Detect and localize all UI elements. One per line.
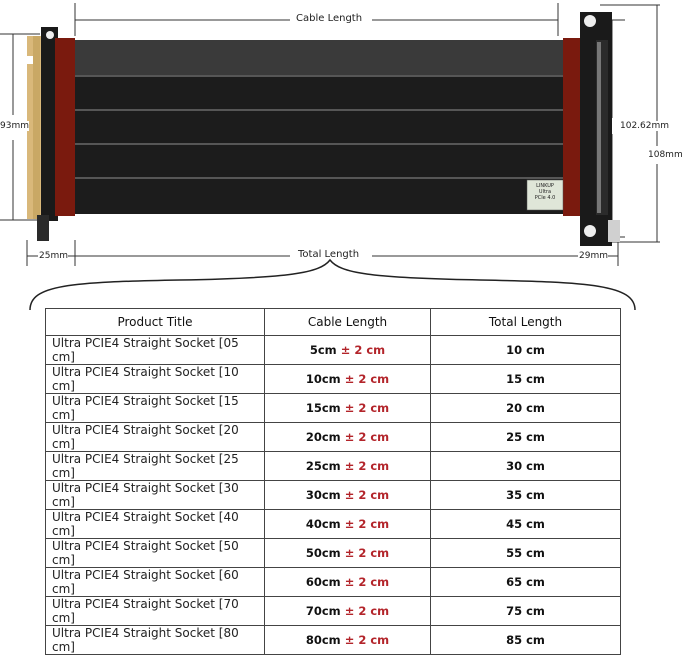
table-row <box>46 597 621 626</box>
row-total-length: 85 cm <box>431 626 621 655</box>
row-total-length: 30 cm <box>431 452 621 481</box>
cable-length-value: 40cm <box>305 517 341 531</box>
tolerance-value: ± 2 cm <box>344 604 390 618</box>
row-total-length: 55 cm <box>431 539 621 568</box>
tolerance-value: ± 2 cm <box>344 401 390 415</box>
header-total-length: Total Length <box>431 309 621 336</box>
tolerance-value: ± 2 cm <box>344 517 390 531</box>
tolerance-value: ± 2 cm <box>344 459 390 473</box>
row-total-length: 20 cm <box>431 394 621 423</box>
row-product-title: Ultra PCIE4 Straight Socket [20 cm] <box>46 423 265 452</box>
table-row <box>46 568 621 597</box>
tolerance-value: ± 2 cm <box>344 488 390 502</box>
table-row <box>46 423 621 452</box>
row-product-title: Ultra PCIE4 Straight Socket [25 cm] <box>46 452 265 481</box>
row-product-title: Ultra PCIE4 Straight Socket [50 cm] <box>46 539 265 568</box>
row-product-title: Ultra PCIE4 Straight Socket [10 cm] <box>46 365 265 394</box>
total-height-label: 108mm <box>648 150 683 160</box>
pcb-label-spec: PCIe 4.0 <box>534 195 556 201</box>
cable-length-value: 25cm <box>305 459 341 473</box>
cable-length-label: Cable Length <box>293 13 365 24</box>
pcb-label <box>531 183 559 201</box>
row-cable-length <box>265 481 431 510</box>
row-product-title: Ultra PCIE4 Straight Socket [80 cm] <box>46 626 265 655</box>
brace-icon <box>0 255 679 315</box>
pcb-label-brand: LINKUP <box>536 183 554 189</box>
cable-length-value: 10cm <box>305 372 341 386</box>
row-cable-length <box>265 597 431 626</box>
tolerance-value: ± 2 cm <box>344 633 390 647</box>
table-header-row <box>46 309 621 336</box>
row-cable-length <box>265 423 431 452</box>
row-product-title: Ultra PCIE4 Straight Socket [70 cm] <box>46 597 265 626</box>
table-row <box>46 539 621 568</box>
table-row <box>46 626 621 655</box>
cable-length-value: 70cm <box>305 604 341 618</box>
length-table <box>45 308 621 655</box>
cable-length-value: 60cm <box>305 575 341 589</box>
row-product-title: Ultra PCIE4 Straight Socket [60 cm] <box>46 568 265 597</box>
row-cable-length <box>265 394 431 423</box>
row-product-title: Ultra PCIE4 Straight Socket [40 cm] <box>46 510 265 539</box>
left-width-label: 25mm <box>39 251 68 261</box>
table-row <box>46 365 621 394</box>
row-total-length: 35 cm <box>431 481 621 510</box>
table-row <box>46 510 621 539</box>
row-cable-length <box>265 626 431 655</box>
row-cable-length <box>265 510 431 539</box>
row-total-length: 65 cm <box>431 568 621 597</box>
row-total-length: 10 cm <box>431 336 621 365</box>
cable-length-value: 15cm <box>305 401 341 415</box>
table-body <box>46 336 621 655</box>
cable-length-value: 50cm <box>305 546 341 560</box>
row-total-length: 25 cm <box>431 423 621 452</box>
table-row <box>46 394 621 423</box>
row-cable-length <box>265 568 431 597</box>
row-product-title: Ultra PCIE4 Straight Socket [15 cm] <box>46 394 265 423</box>
row-total-length: 75 cm <box>431 597 621 626</box>
cable-length-value: 20cm <box>305 430 341 444</box>
left-height-label: 93mm <box>0 121 29 131</box>
right-width-label: 29mm <box>579 251 608 261</box>
tolerance-value: ± 2 cm <box>344 430 390 444</box>
socket-height-label: 102.62mm <box>620 121 670 131</box>
table-row <box>46 452 621 481</box>
table-row <box>46 481 621 510</box>
row-total-length: 15 cm <box>431 365 621 394</box>
row-cable-length <box>265 336 431 365</box>
row-total-length: 45 cm <box>431 510 621 539</box>
tolerance-value: ± 2 cm <box>344 575 390 589</box>
row-cable-length <box>265 452 431 481</box>
row-cable-length <box>265 365 431 394</box>
cable-length-value: 30cm <box>305 488 341 502</box>
ribbon-cable <box>75 40 565 214</box>
tolerance-value: ± 2 cm <box>340 343 386 357</box>
left-pcie-connector <box>27 27 75 241</box>
row-product-title: Ultra PCIE4 Straight Socket [30 cm] <box>46 481 265 510</box>
total-length-label: Total Length <box>295 249 362 260</box>
header-cable-length: Cable Length <box>265 309 431 336</box>
header-product-title: Product Title <box>46 309 265 336</box>
pcb-label-model: Ultra <box>538 189 552 195</box>
tolerance-value: ± 2 cm <box>344 546 390 560</box>
cable-length-value: 80cm <box>305 633 341 647</box>
row-cable-length <box>265 539 431 568</box>
tolerance-value: ± 2 cm <box>344 372 390 386</box>
table-row <box>46 336 621 365</box>
row-product-title: Ultra PCIE4 Straight Socket [05 cm] <box>46 336 265 365</box>
cable-length-value: 5cm <box>309 343 337 357</box>
